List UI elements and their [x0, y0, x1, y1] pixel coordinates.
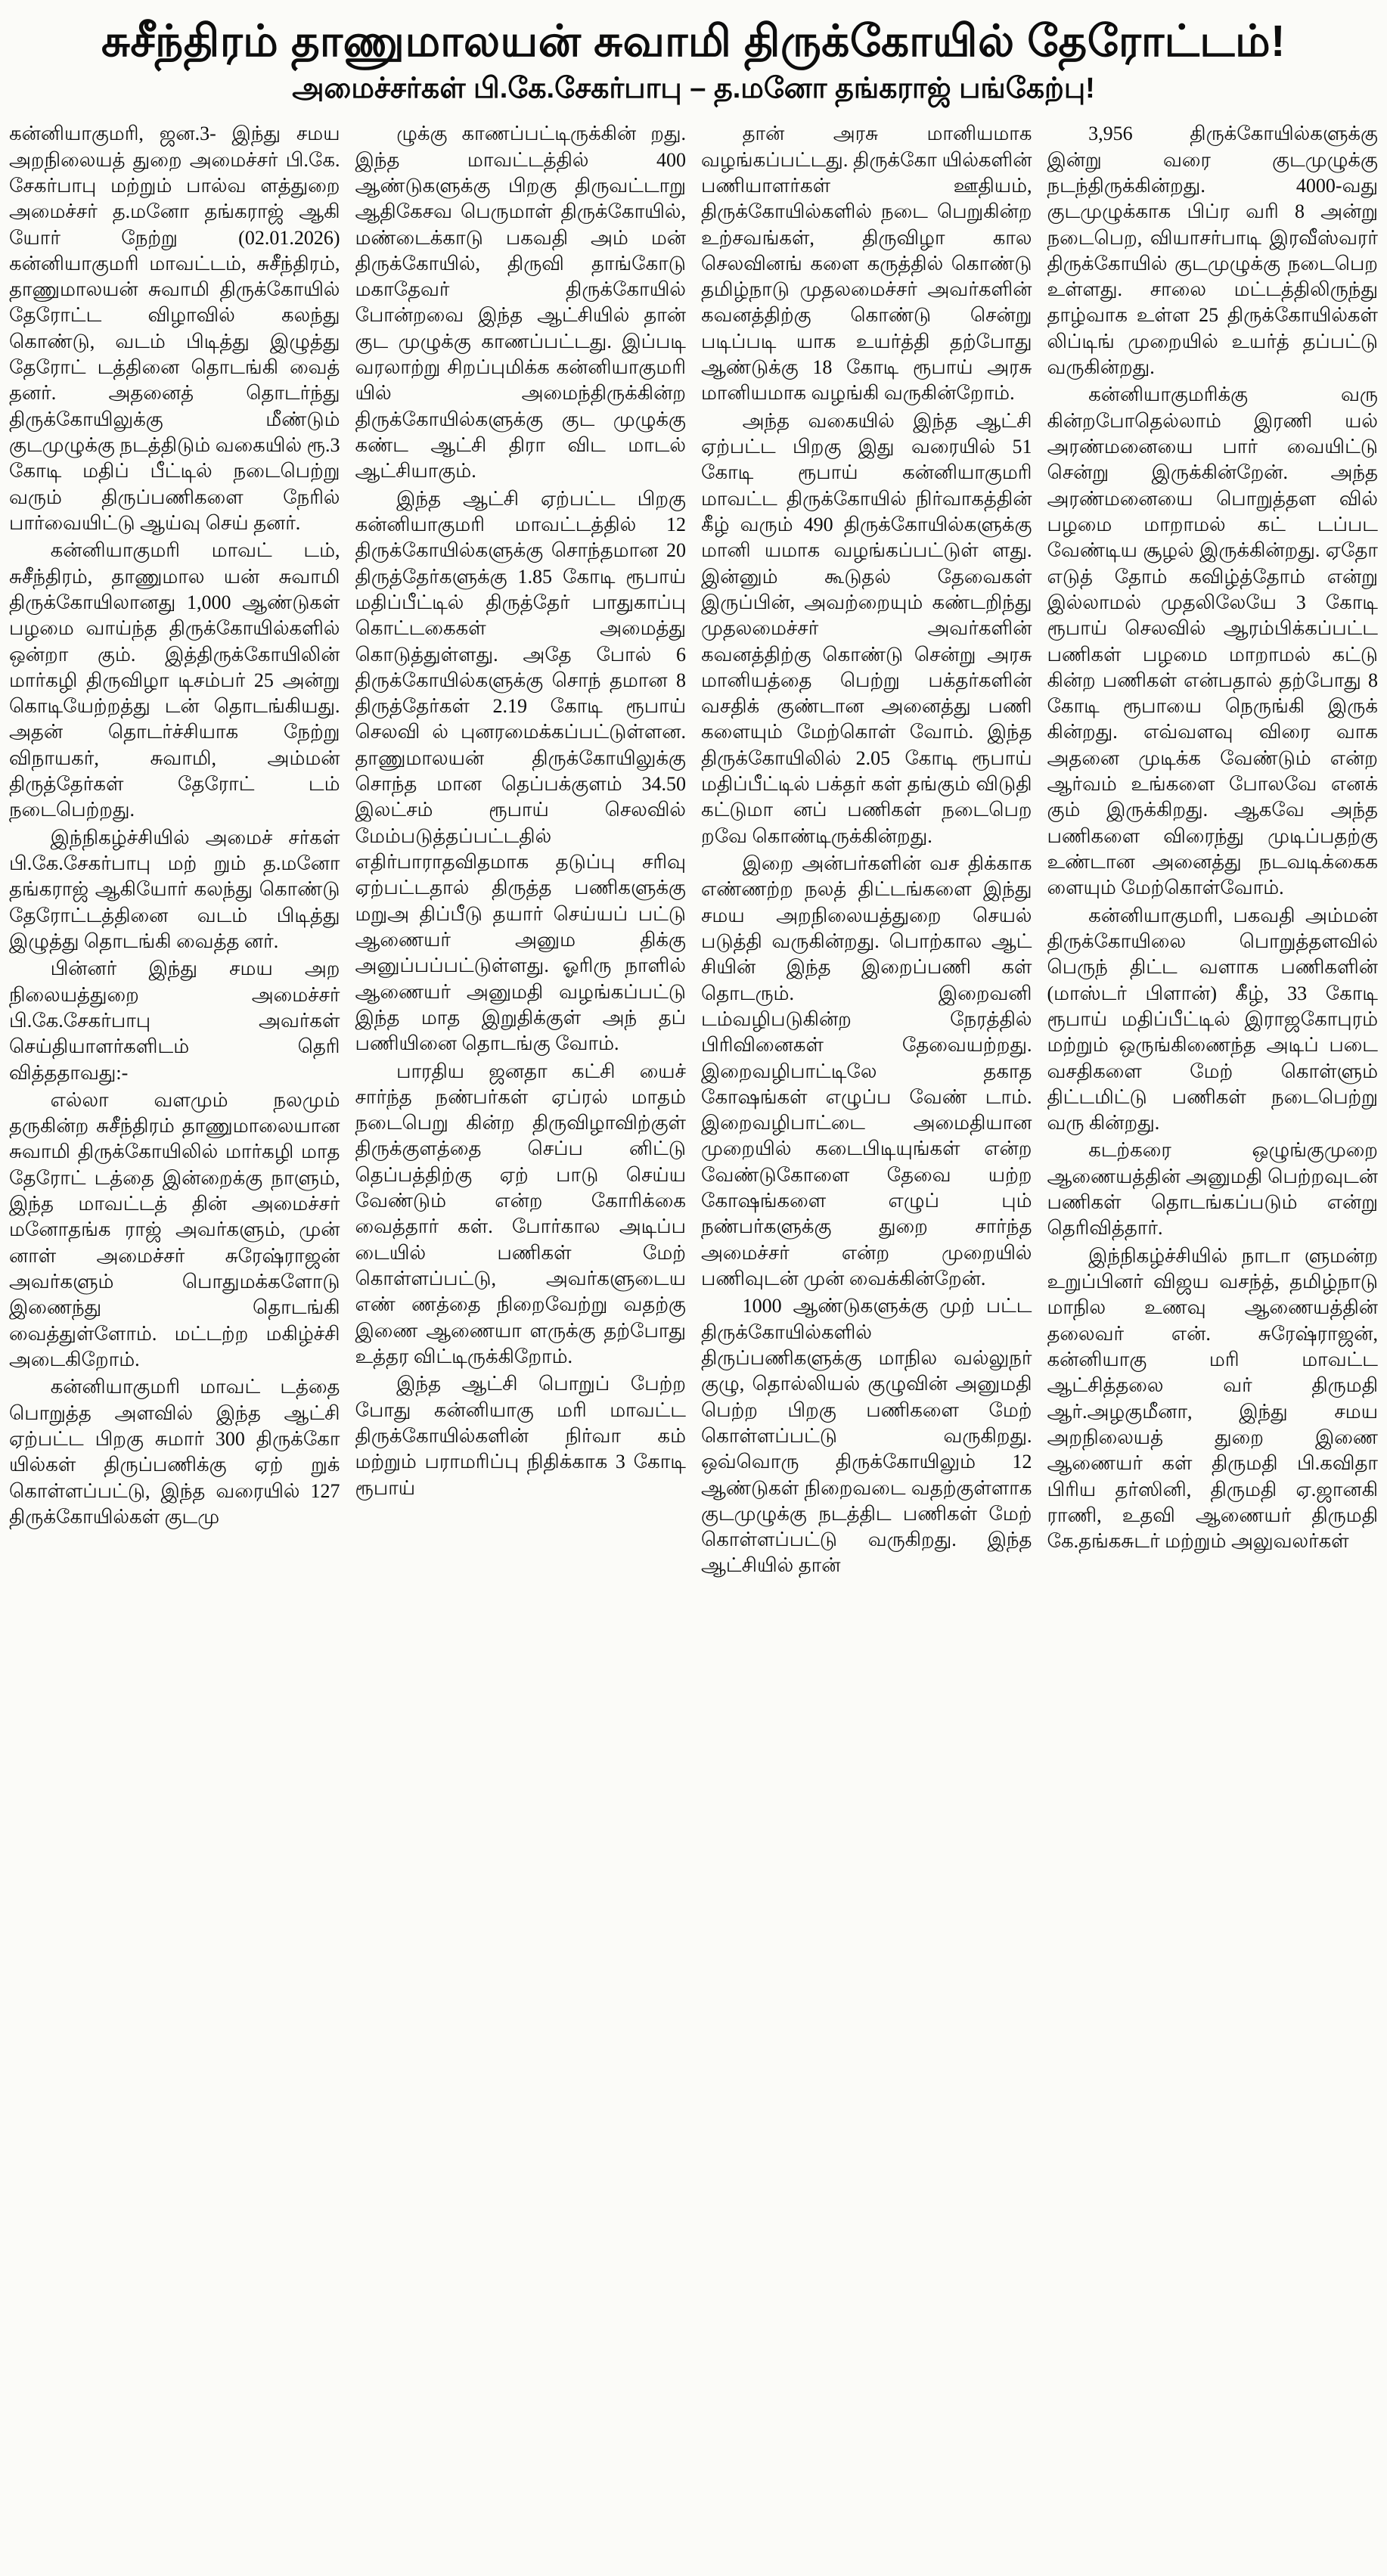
paragraph: கன்னியாகுமரி, ஜன.3- இந்து சமய அறநிலையத் துறை அமைச்சர் பி.கே. சேகர்பாபு மற்றும் பால்வ ளத்துறை அமைச்சர் த.மனோ தங்கராஜ் ஆகி யோர் நேற்று (02.01.2026) கன்னியாகுமரி மாவட்டம், சுசீந்திரம், தாணுமாலயன் சுவாமி திருக்கோயில் தேரோட்ட விழாவில் கலந்து கொண்டு, வடம் பிடித்து இழுத்து தேரோட் டத்தினை தொடங்கி வைத் தனர். அதனைத் தொடர்ந்து திருக்கோயிலுக்கு மீண்டும் குடமுழுக்கு நடத்திடும் வகையில் ரூ.3 கோடி மதிப் பீட்டில் நடைபெற்று வரும் திருப்பணிகளை நேரில் பார்வையிட்டு ஆய்வு செய் தனர். [9, 123, 340, 534]
paragraph: ழுக்கு காணப்பட்டிருக்கின் றது. இந்த மாவட்டத்தில் 400 ஆண்டுகளுக்கு பிறகு திருவட்டாறு ஆதிகேசவ பெருமாள் திருக்கோயில், மண்டைக்காடு பகவதி அம் மன் திருக்கோயில், திருவி தாங்கோடு மகாதேவர் திருக்கோயில் போன்றவை இந்த ஆட்சியில் தான் குட முழுக்கு காணப்பட்டது. இப்படி வரலாற்று சிறப்புமிக்க கன்னியாகுமரி யில் அமைந்திருக்கின்ற திருக்கோயில்களுக்கு குட முழுக்கு கண்ட ஆட்சி திரா விட மாடல் ஆட்சியாகும். [355, 123, 686, 483]
article-column-1 [9, 121, 340, 1581]
article-body [9, 121, 1378, 1581]
paragraph: கன்னியாகுமரி மாவட் டத்தை பொறுத்த அளவில் இந்த ஆட்சி ஏற்பட்ட பிறகு சுமார் 300 திருக்கோ யில்கள் திருப்பணிக்கு ஏற் றுக் கொள்ளப்பட்டு, இந்த வரையில் 127 திருக்கோயில்கள் குடமு [9, 1376, 340, 1528]
paragraph: இந்த ஆட்சி பொறுப் பேற்ற போது கன்னியாகு மரி மாவட்ட திருக்கோயில்களின் நிர்வா கம் மற்றும் பராமரிப்பு நிதிக்காக 3 கோடி ரூபாய் [355, 1373, 686, 1499]
article-column-3 [701, 121, 1032, 1581]
paragraph: கன்னியாகுமரி மாவட் டம், சுசீந்திரம், தாணுமால யன் சுவாமி திருக்கோயிலானது 1,000 ஆண்டுகள் பழமை வாய்ந்த திருக்கோயில்களில் ஒன்றா கும். இத்திருக்கோயிலின் மார்கழி திருவிழா டிசம்பர் 25 அன்று கொடியேற்றத்து டன் தொடங்கியது. அதன் தொடர்ச்சியாக நேற்று விநாயகர், சுவாமி, அம்மன் திருத்தேர்கள் தேரோட் டம் நடைபெற்றது. [9, 539, 340, 821]
paragraph: இந்த ஆட்சி ஏற்பட்ட பிறகு கன்னியாகுமரி மாவட்டத்தில் 12 திருக்கோயில்களுக்கு சொந்தமான 20 திருத்தேர்களுக்கு 1.85 கோடி ரூபாய் மதிப்பீட்டில் திருத்தேர் பாதுகாப்பு கொட்டகைகள் அமைத்து கொடுத்துள்ளது. அதே போல் 6 திருக்கோயில்களுக்கு சொந் தமான 8 திருத்தேர்கள் 2.19 கோடி ரூபாய் செலவி ல் புனரமைக்கப்பட்டுள்ளன. தாணுமாலயன் திருக்கோயிலுக்கு சொந்த மான தெப்பக்குளம் 34.50 இலட்சம் ரூபாய் செலவில் மேம்படுத்தப்பட்டதில் எதிர்பாராதவிதமாக தடுப்பு சரிவு ஏற்பட்டதால் திருத்த பணிகளுக்கு மறுஅ திப்பீடு தயார் செய்யப் பட்டு ஆணையர் அனும திக்கு அனுப்பப்பட்டுள்ளது. ஓரிரு நாளில் ஆணையர் அனுமதி வழங்கப்பட்டு இந்த மாத இறுதிக்குள் அந் தப் பணியினை தொடங்கு வோம். [355, 487, 686, 1055]
paragraph: கன்னியாகுமரிக்கு வரு கின்றபோதெல்லாம் இரணி யல் அரண்மனையை பார் வையிட்டு சென்று இருக்கின்றேன். அந்த அரண்மனையை பொறுத்தள வில் பழமை மாறாமல் கட் டப்பட வேண்டிய சூழல் இருக்கின்றது. ஏதோ எடுத் தோம் கவிழ்த்தோம் என்று இல்லாமல் முதலிலேயே 3 கோடி ரூபாய் செலவில் ஆரம்பிக்கப்பட்ட பணிகள் பழமை மாறாமல் கட்டு கின்ற பணிகள் என்பதால் தற்போது 8 கோடி ரூபாயை நெருங்கி இருக் கின்றது. எவ்வளவு விரை வாக அதனை முடிக்க வேண்டும் என்ற ஆர்வம் உங்களை போலவே எனக் கும் இருக்கிறது. ஆகவே அந்த பணிகளை விரைந்து முடிப்பதற்கு உண்டான அனைத்து நடவடிக்கைக ளையும் மேற்கொள்வோம். [1047, 383, 1378, 899]
paragraph: கடற்கரை ஒழுங்குமுறை ஆணையத்தின் அனுமதி பெற்றவுடன் பணிகள் தொடங்கப்படும் என்று தெரிவித்தார். [1047, 1139, 1378, 1240]
article-column-2 [355, 121, 687, 1581]
paragraph: இந்நிகழ்ச்சியில் அமைச் சர்கள் பி.கே.சேகர்பாபு மற் றும் த.மனோ தங்கராஜ் ஆகியோர் கலந்து கொண்டு தேரோட்டத்தினை வடம் பிடித்து இழுத்து தொடங்கி வைத்த னர். [9, 826, 340, 952]
paragraph: இந்நிகழ்ச்சியில் நாடா ளுமன்ற உறுப்பினர் விஜய வசந்த், தமிழ்நாடு மாநில உணவு ஆணையத்தின் தலைவர் என். சுரேஷ்ராஜன், கன்னியாகு மரி மாவட்ட ஆட்சித்தலை வர் திருமதி ஆர்.அழகுமீனா, இந்து சமய அறநிலையத் துறை இணை ஆணையர் கள் திருமதி பி.கவிதா பிரிய தர்ஸினி, திருமதி ஏ.ஜானகி ராணி, உதவி ஆணையர் திருமதி கே.தங்கசுடர் மற்றும் அலுவலர்கள் [1047, 1244, 1378, 1553]
paragraph: 1000 ஆண்டுகளுக்கு முற் பட்ட திருக்கோயில்களில் திருப்பணிகளுக்கு மாநில வல்லுநர் குழு, தொல்லியல் குழுவின் அனுமதி பெற்ற பிறகு பணிகளை மேற் கொள்ளப்பட்டு வருகிறது. ஒவ்வொரு திருக்கோயிலும் 12 ஆண்டுகள் நிறைவடை வதற்குள்ளாக குடமுழுக்கு நடத்திட பணிகள் மேற் கொள்ளப்பட்டு வருகிறது. இந்த ஆட்சியில் தான் [701, 1295, 1032, 1577]
article-subheadline: அமைச்சர்கள் பி.கே.சேகர்பாபு – த.மனோ தங்கராஜ் பங்கேற்பு! [292, 72, 1095, 104]
paragraph: கன்னியாகுமரி, பகவதி அம்மன் திருக்கோயிலை பொறுத்தளவில் பெருந் திட்ட வளாக பணிகளின் (மாஸ்டர் பிளான்) கீழ், 33 கோடி ரூபாய் மதிப்பீட்டில் இராஜகோபுரம் மற்றும் ஒருங்கிணைந்த அடிப் படை வசதிகளை மேற் கொள்ளும் திட்டமிட்டு பணிகள் நடைபெற்று வரு கின்றது. [1047, 904, 1378, 1134]
paragraph: பாரதிய ஜனதா கட்சி யைச் சார்ந்த நண்பர்கள் ஏப்ரல் மாதம் நடைபெறு கின்ற திருவிழாவிற்குள் திருக்குளத்தை செப்ப னிட்டு தெப்பத்திற்கு ஏற் பாடு செய்ய வேண்டும் என்ற கோரிக்கை வைத்தார் கள். போர்கால அடிப்ப டையில் பணிகள் மேற் கொள்ளப்பட்டு, அவர்களுடைய எண் ணத்தை நிறைவேற்று வதற்கு இணை ஆணையா ளருக்கு தற்போது உத்தர விட்டிருக்கிறோம். [355, 1060, 686, 1367]
paragraph: தான் அரசு மானியமாக வழங்கப்பட்டது. திருக்கோ யில்களின் பணியாளர்கள் ஊதியம், திருக்கோயில்களில் நடை பெறுகின்ற உற்சவங்கள், திருவிழா கால செலவினங் களை கருத்தில் கொண்டு தமிழ்நாடு முதலமைச்சர் அவர்களின் கவனத்திற்கு கொண்டு சென்று படிப்படி யாக உயர்த்தி தற்போது ஆண்டுக்கு 18 கோடி ரூபாய் அரசு மானியமாக வழங்கி வருகின்றோம். [701, 123, 1032, 405]
paragraph: 3,956 திருக்கோயில்களுக்கு இன்று வரை குடமுழுக்கு நடந்திருக்கின்றது. 4000-வது குடமுழுக்காக பிப்ர வரி 8 அன்று நடைபெற, வியாசர்பாடி இரவீஸ்வரர் திருக்கோயில் குடமுழுக்கு நடைபெற உள்ளது. சாலை மட்டத்திலிருந்து தாழ்வாக உள்ள 25 திருக்கோயில்கள் லிப்டிங் முறையில் உயர்த் தப்பட்டு வருகின்றது. [1047, 123, 1378, 379]
paragraph: எல்லா வளமும் நலமும் தருகின்ற சுசீந்திரம் தாணுமாலையான சுவாமி திருக்கோயிலில் மார்கழி மாத தேரோட் டத்தை இன்றைக்கு நாளும், இந்த மாவட்டத் தின் அமைச்சர் மனோதங்க ராஜ் அவர்களும், முன் னாள் அமைச்சர் சுரேஷ்ராஜன் அவர்களும் பொதுமக்களோடு இணைந்து தொடங்கி வைத்துள்ளோம். மட்டற்ற மகிழ்ச்சி அடைகிறோம். [9, 1088, 340, 1370]
paragraph: அந்த வகையில் இந்த ஆட்சி ஏற்பட்ட பிறகு இது வரையில் 51 கோடி ரூபாய் கன்னியாகுமரி மாவட்ட திருக்கோயில் நிர்வாகத்தின் கீழ் வரும் 490 திருக்கோயில்களுக்கு மானி யமாக வழங்கப்பட்டுள் ளது. இன்னும் கூடுதல் தேவைகள் இருப்பின், அவற்றையும் கண்டறிந்து முதலமைச்சர் அவர்களின் கவனத்திற்கு கொண்டு சென்று அரசு மானியத்தை பெற்று பக்தர்களின் வசதிக் குண்டான அனைத்து பணி களையும் மேற்கொள் வோம். இந்த திருக்கோயிலில் 2.05 கோடி ரூபாய் மதிப்பீட்டில் பக்தர் கள் தங்கும் விடுதி கட்டுமா னப் பணிகள் நடைபெற றவே கொண்டிருக்கின்றது. [701, 409, 1032, 847]
paragraph: இறை அன்பர்களின் வச திக்காக எண்ணற்ற நலத் திட்டங்களை இந்து சமய அறநிலையத்துறை செயல் படுத்தி வருகின்றது. பொற்கால ஆட் சியின் இந்த இறைப்பணி கள் தொடரும். இறைவனி டம்வழிபடுகின்ற நேரத்தில் பிரிவினைகள் தேவையற்றது. இறைவழிபாட்டிலே தகாத கோஷங்கள் எழுப்ப வேண் டாம். இறைவழிபாட்டை அமைதியான முறையில் கடைபிடியுங்கள் என்ற வேண்டுகோளை தேவை யற்ற கோஷங்களை எழுப் பும் நண்பர்களுக்கு துறை சார்ந்த அமைச்சர் என்ற முறையில் பணிவுடன் முன் வைக்கின்றேன். [701, 852, 1032, 1290]
article-column-4 [1047, 121, 1379, 1581]
article-headline: சுசீந்திரம் தாணுமாலயன் சுவாமி திருக்கோயில் தேரோட்டம்! [101, 17, 1286, 66]
paragraph: பின்னர் இந்து சமய அற நிலையத்துறை அமைச்சர் பி.கே.சேகர்பாபு அவர்கள் செய்தியாளர்களிடம் தெரி வித்ததாவது:- [9, 957, 340, 1084]
